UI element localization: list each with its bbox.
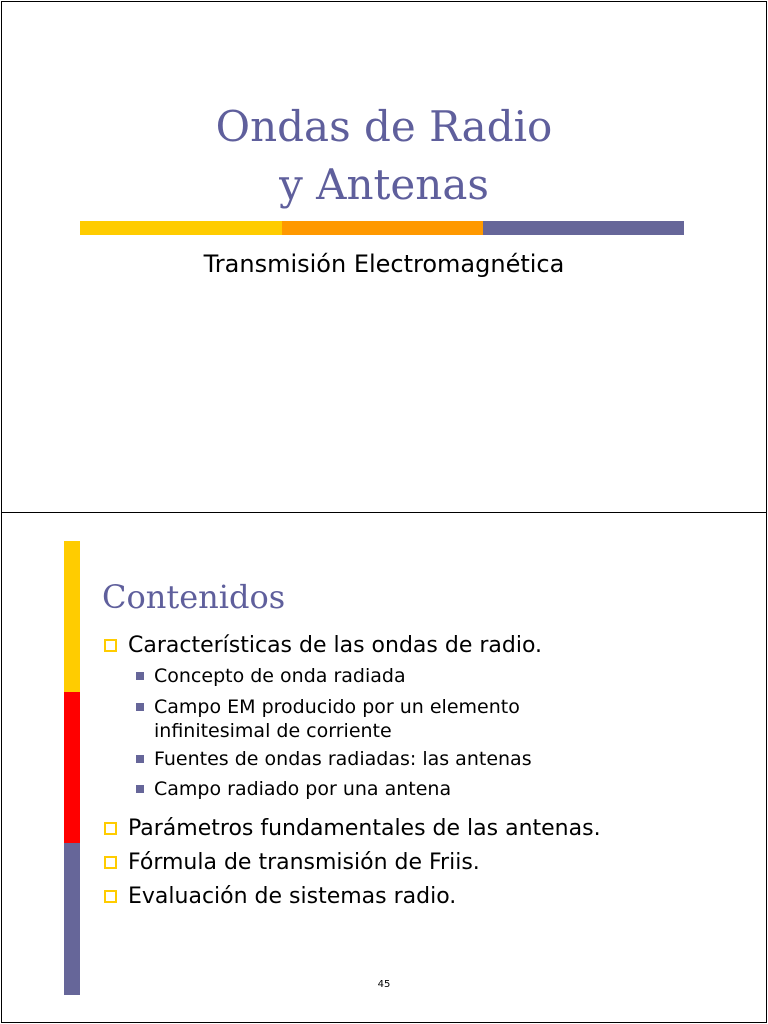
sub-list-item [136, 664, 406, 688]
hollow-square-bullet-icon [104, 890, 117, 903]
list-item-label: Parámetros fundamentales de las antenas. [128, 816, 601, 841]
page-number: 45 [377, 979, 391, 990]
sub-list-item-label: Fuentes de ondas radiadas: las antenas [154, 748, 532, 770]
hollow-square-bullet-icon [104, 856, 117, 869]
title-underline-purple [483, 221, 684, 235]
slide-2 [1, 512, 767, 1023]
square-bullet-icon [136, 755, 144, 763]
title-underline-orange [282, 221, 483, 235]
contents-title: Contenidos [102, 578, 286, 616]
list-item [104, 850, 480, 875]
slide-1 [1, 1, 767, 513]
square-bullet-icon [136, 703, 144, 711]
list-item [104, 816, 601, 841]
square-bullet-icon [136, 672, 144, 680]
sub-list-item [136, 747, 532, 771]
sub-list-item-label: Campo EM producido por un elemento infinitesimal de corriente [154, 696, 520, 742]
slide-title-line-1: Ondas de Radio [215, 102, 553, 151]
side-bar-purple [64, 843, 80, 995]
side-bar-yellow [64, 541, 80, 692]
hollow-square-bullet-icon [104, 822, 117, 835]
title-underline-yellow [80, 221, 282, 235]
list-item-label: Características de las ondas de radio. [128, 633, 543, 658]
list-item-label: Fórmula de transmisión de Friis. [128, 850, 480, 875]
slide-title-line-2: y Antenas [279, 160, 489, 209]
hollow-square-bullet-icon [104, 639, 117, 652]
slide-subtitle: Transmisión Electromagnética [203, 250, 565, 278]
sub-list-item-label: Campo radiado por una antena [154, 778, 452, 800]
list-item [104, 633, 542, 658]
square-bullet-icon [136, 785, 144, 793]
side-bar-red [64, 692, 80, 843]
list-item [104, 884, 456, 909]
sub-list-item-label: Concepto de onda radiada [154, 665, 406, 687]
sub-list-item [136, 777, 451, 801]
sub-list-item [136, 695, 596, 743]
list-item-label: Evaluación de sistemas radio. [128, 884, 457, 909]
